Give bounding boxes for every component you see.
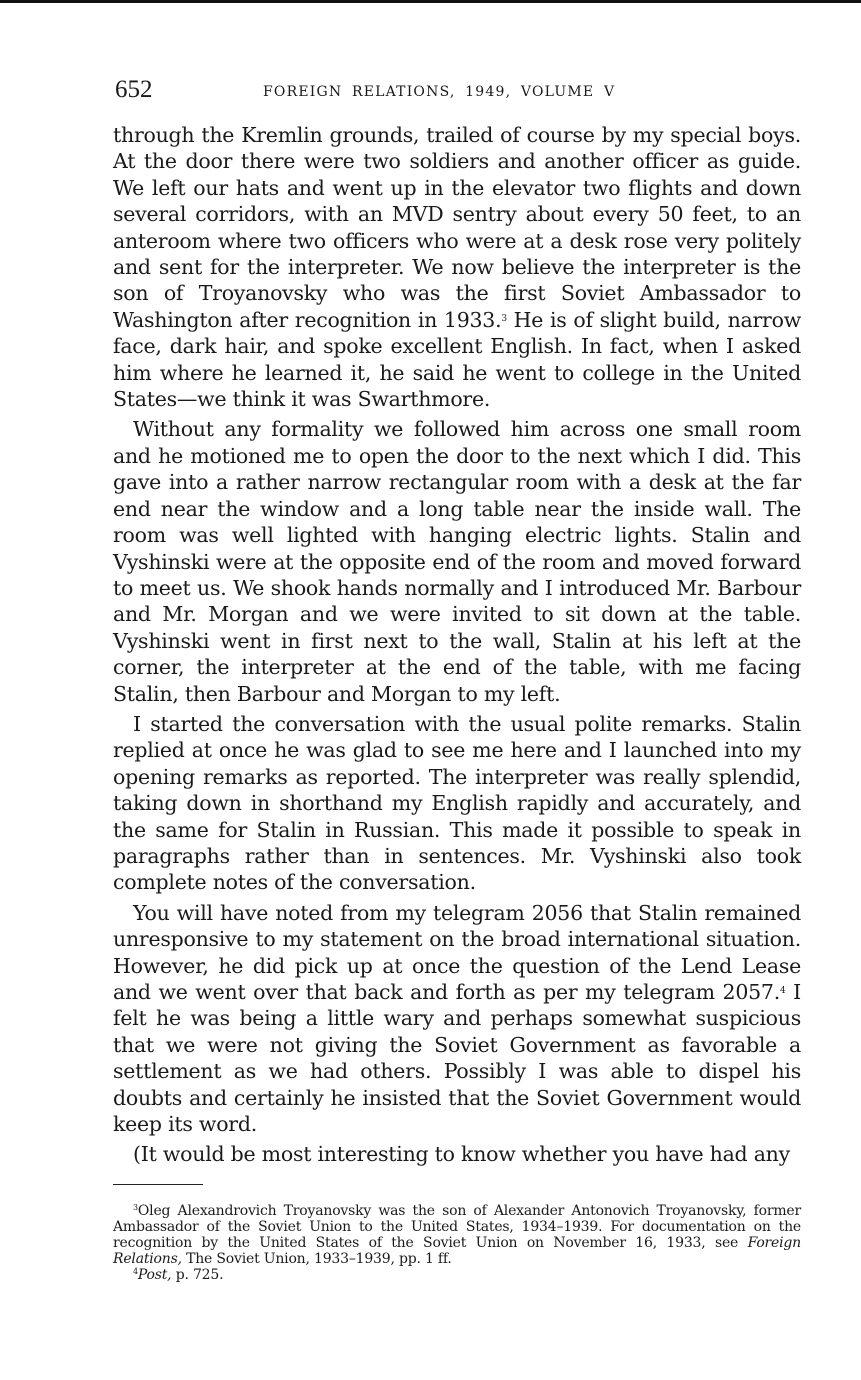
footnote-ref: 3	[501, 313, 507, 324]
paragraph	[113, 122, 801, 412]
footnote-italic: Foreign Relations,	[113, 1234, 801, 1267]
paragraph-text: through the Kremlin grounds, trailed of course by my special boys. At the door there were two soldiers and another officer as guide. We left our hats and went up in the elevator two flights and down several corridors, with an MVD sentry about every 50 feet, to an anteroom where two officers who were at a desk rose very politely and sent for the interpreter. We now believe the interpreter is the son of Troyanovsky who was the first Soviet Ambassador to Washington after recognition in 1933.	[113, 123, 801, 332]
footnote-ref: 4	[779, 986, 786, 996]
footnote-divider	[113, 1184, 203, 1185]
paragraph-text: I felt he was being a little wary and perhaps somewhat suspicious that we were not giving the Soviet Government as favorable a settlement as we had others. Possibly I was able to dispel his doubts and certainly he insisted that the Soviet Government would keep its word.	[113, 980, 801, 1137]
footnote-marker: 3	[133, 1202, 138, 1212]
footnotes	[113, 1203, 801, 1283]
paragraph: Without any formality we followed him across one small room and he motioned me to open the door to the next which I did. This gave into a rather narrow rectangular room with a desk at the far end near the window and a long table near the inside wall. The room was well lighted with hanging electric lights. Stalin and Vyshinski were at the opposite end of the room and moved forward to meet us. We shook hands normally and I introduced Mr. Barbour and Mr. Morgan and we were invited to sit down at the table. Vyshinski went in first next to the wall, Stalin at his left at the corner, the interpreter at the end of the table, with me facing Stalin, then Barbour and Morgan to my left.	[113, 417, 801, 706]
footnote	[113, 1203, 801, 1267]
running-head	[113, 72, 801, 106]
paragraph-text: He is of slight build, narrow face, dark hair, and spoke excellent English. In fact, when I asked him where he learned it, he said he went to college in the United States—we think it was Swarthmore.	[113, 307, 801, 412]
document-page	[113, 72, 801, 1283]
running-title: FOREIGN RELATIONS, 1949, VOLUME V	[263, 84, 616, 100]
page-number: 652	[115, 76, 153, 103]
footnote-text: p. 725.	[171, 1266, 224, 1283]
footnote	[113, 1267, 801, 1283]
paragraph: (It would be most interesting to know whether you have had any	[133, 1142, 790, 1167]
footnote-italic: Post,	[137, 1266, 172, 1283]
paragraph: I started the conversation with the usual polite remarks. Stalin replied at once he was glad to see me here and I launched into my opening remarks as reported. The interpreter was really splendid, taking down in shorthand my English rapidly and accurately, and the same for Stalin in Russian. This made it possible to speak in paragraphs rather than in sentences. Mr. Vyshinski also took complete notes of the conversation.	[113, 711, 801, 895]
body-text	[113, 122, 801, 1168]
page-top-edge	[0, 0, 861, 3]
footnote-text: Oleg Alexandrovich Troyanovsky was the son of Alexander Antonovich Troyanovsky, former Ambassador of the Soviet Union to the United States, 1934–1939. For documentation on the recognition by the United States of the Soviet Union on November 16, 1933, see	[113, 1202, 801, 1251]
footnote-text: The Soviet Union, 1933–1939, pp. 1 ff.	[181, 1250, 452, 1267]
footnote-marker: 4	[133, 1266, 138, 1276]
paragraph-text: You will have noted from my telegram 2056 that Stalin remained unresponsive to my statement on the broad international situation. However, he did pick up at once the question of the Lend Lease and we went over that back and forth as per my telegram 2057.	[113, 900, 801, 1004]
paragraph	[113, 900, 801, 1138]
